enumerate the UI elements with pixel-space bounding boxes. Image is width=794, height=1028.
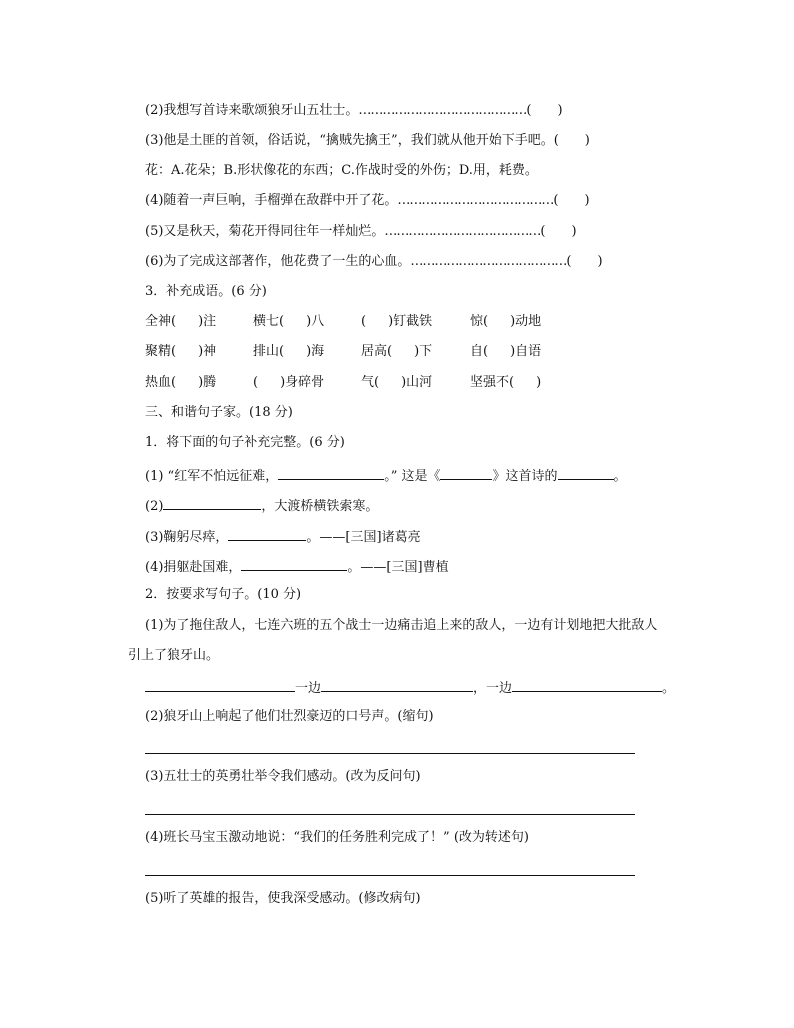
answer-line[interactable]	[145, 753, 635, 754]
sentence-1-line-1: (1)为了拖住敌人，七连六班的五个战士一边痛击追上来的敌人，一边有计划地把大批敌人	[145, 618, 658, 633]
idiom-prefix: 排山(	[253, 344, 285, 359]
idiom-prefix: (	[361, 314, 367, 329]
sentence-3: (3)五壮士的英勇壮举令我们感动。(改为反问句)	[145, 769, 421, 784]
section-title-idioms: 3．补充成语。(6 分)	[145, 284, 267, 299]
dot-leader: …………………………………	[397, 193, 554, 208]
idiom-prefix: 居高(	[361, 344, 393, 359]
idiom-suffix: )山河	[401, 375, 433, 390]
idiom-suffix: )动地	[510, 314, 542, 329]
idiom-row-1	[145, 313, 565, 331]
question-text: (3)他是土匪的首领，俗话说，“擒贼先擒王”，我们就从他开始下手吧。	[145, 133, 554, 148]
idiom-item[interactable]	[361, 374, 432, 392]
idiom-item[interactable]	[361, 343, 432, 361]
fill-text: 一边	[295, 681, 322, 696]
question-title-1: 1．将下面的句子补充完整。(6 分)	[145, 435, 345, 450]
fill-blank[interactable]	[163, 495, 261, 510]
fill-text: 》这首诗的	[492, 469, 558, 484]
fill-text: (2)	[145, 499, 164, 514]
answer-paren[interactable]: ( )	[553, 133, 590, 148]
question-item-4	[145, 192, 590, 210]
fill-text: (4)捐躯赴国难，	[145, 560, 242, 575]
idiom-row-2	[145, 343, 565, 361]
answer-line[interactable]	[145, 875, 635, 876]
idiom-prefix: 热血(	[145, 375, 177, 390]
answer-line[interactable]	[145, 814, 635, 815]
fill-text: (1) “红军不怕远征难，	[145, 469, 279, 484]
fill-text: 。——[三国]曹植	[347, 560, 449, 575]
question-item-6	[145, 253, 603, 271]
idiom-prefix: 聚精(	[145, 344, 177, 359]
fill-blank[interactable]	[228, 526, 306, 541]
question-text: (6)为了完成这部著作，他花费了一生的心血。	[145, 254, 411, 269]
dot-leader: ……………………………………	[358, 103, 527, 118]
idiom-suffix: )	[536, 375, 542, 390]
idiom-item[interactable]	[253, 343, 324, 361]
fill-text: ，大渡桥横铁索寒。	[261, 499, 379, 514]
question-text: (4)随着一声巨响，手榴弹在敌群中开了花。	[145, 193, 398, 208]
sentence-5: (5)听了英雄的报告，使我深受感动。(修改病句)	[145, 891, 421, 906]
idiom-item[interactable]	[145, 343, 216, 361]
idiom-row-3	[145, 374, 565, 392]
answer-paren[interactable]: ( )	[540, 224, 577, 239]
fill-text: ，一边	[473, 681, 513, 696]
fill-blank[interactable]	[278, 465, 384, 480]
fill-text: 。——[三国]诸葛亮	[306, 530, 421, 545]
idiom-prefix: 全神(	[145, 314, 177, 329]
sentence-1-fill	[145, 677, 675, 695]
fill-blank[interactable]	[145, 677, 295, 692]
dot-leader: …………………………………	[410, 254, 567, 269]
dot-leader: …………………………………	[384, 224, 541, 239]
fill-text: 。	[613, 469, 627, 484]
idiom-item[interactable]	[470, 343, 541, 361]
idiom-prefix: 惊(	[470, 314, 489, 329]
fill-text: 。” 这是《	[384, 469, 441, 484]
idiom-item[interactable]	[470, 374, 541, 392]
idiom-suffix: )神	[198, 344, 217, 359]
idiom-suffix: )钉截铁	[388, 314, 433, 329]
question-item-5	[145, 223, 577, 241]
idiom-item[interactable]	[145, 374, 216, 392]
fill-item-2	[145, 495, 378, 513]
idiom-item[interactable]	[470, 313, 541, 331]
fill-blank[interactable]	[241, 556, 347, 571]
fill-blank[interactable]	[321, 677, 473, 692]
question-text: (2)我想写首诗来歌颂狼牙山五壮士。	[145, 103, 359, 118]
sentence-1-line-2: 引上了狼牙山。	[128, 648, 220, 663]
idiom-prefix: 横七(	[253, 314, 285, 329]
idiom-prefix: 气(	[361, 375, 380, 390]
fill-item-3	[145, 526, 421, 544]
idiom-prefix: (	[253, 375, 259, 390]
idiom-suffix: )海	[306, 344, 325, 359]
fill-blank[interactable]	[558, 465, 614, 480]
sentence-2: (2)狼牙山上响起了他们壮烈豪迈的口号声。(缩句)	[145, 709, 434, 724]
sentence-4: (4)班长马宝玉激动地说：“我们的任务胜利完成了！” (改为转述句)	[145, 830, 529, 845]
question-text: (5)又是秋天，菊花开得同往年一样灿烂。	[145, 224, 385, 239]
idiom-suffix: )下	[414, 344, 433, 359]
idiom-suffix: )身碎骨	[280, 375, 325, 390]
idiom-suffix: )腾	[198, 375, 217, 390]
question-item-2	[145, 102, 563, 120]
idiom-item[interactable]	[253, 374, 324, 392]
idiom-prefix: 自(	[470, 344, 489, 359]
part-title: 三、和谐句子家。(18 分)	[145, 405, 293, 420]
answer-paren[interactable]: ( )	[526, 103, 563, 118]
idiom-prefix: 坚强不(	[470, 375, 515, 390]
idiom-suffix: )八	[306, 314, 325, 329]
question-item-3	[145, 132, 590, 150]
fill-text: (3)鞠躬尽瘁，	[145, 530, 229, 545]
answer-paren[interactable]: ( )	[566, 254, 603, 269]
fill-item-1	[145, 465, 627, 483]
idiom-suffix: )注	[198, 314, 217, 329]
idiom-item[interactable]	[361, 313, 432, 331]
idiom-suffix: )自语	[510, 344, 542, 359]
answer-paren[interactable]: ( )	[553, 193, 590, 208]
fill-blank[interactable]	[512, 677, 662, 692]
fill-item-4	[145, 556, 449, 574]
fill-blank[interactable]	[440, 465, 492, 480]
idiom-item[interactable]	[253, 313, 324, 331]
hua-definition: 花：A.花朵；B.形状像花的东西；C.作战时受的外伤；D.用，耗费。	[145, 163, 538, 178]
idiom-item[interactable]	[145, 313, 216, 331]
fill-text: 。	[662, 681, 676, 696]
question-title-2: 2．按要求写句子。(10 分)	[145, 587, 302, 602]
